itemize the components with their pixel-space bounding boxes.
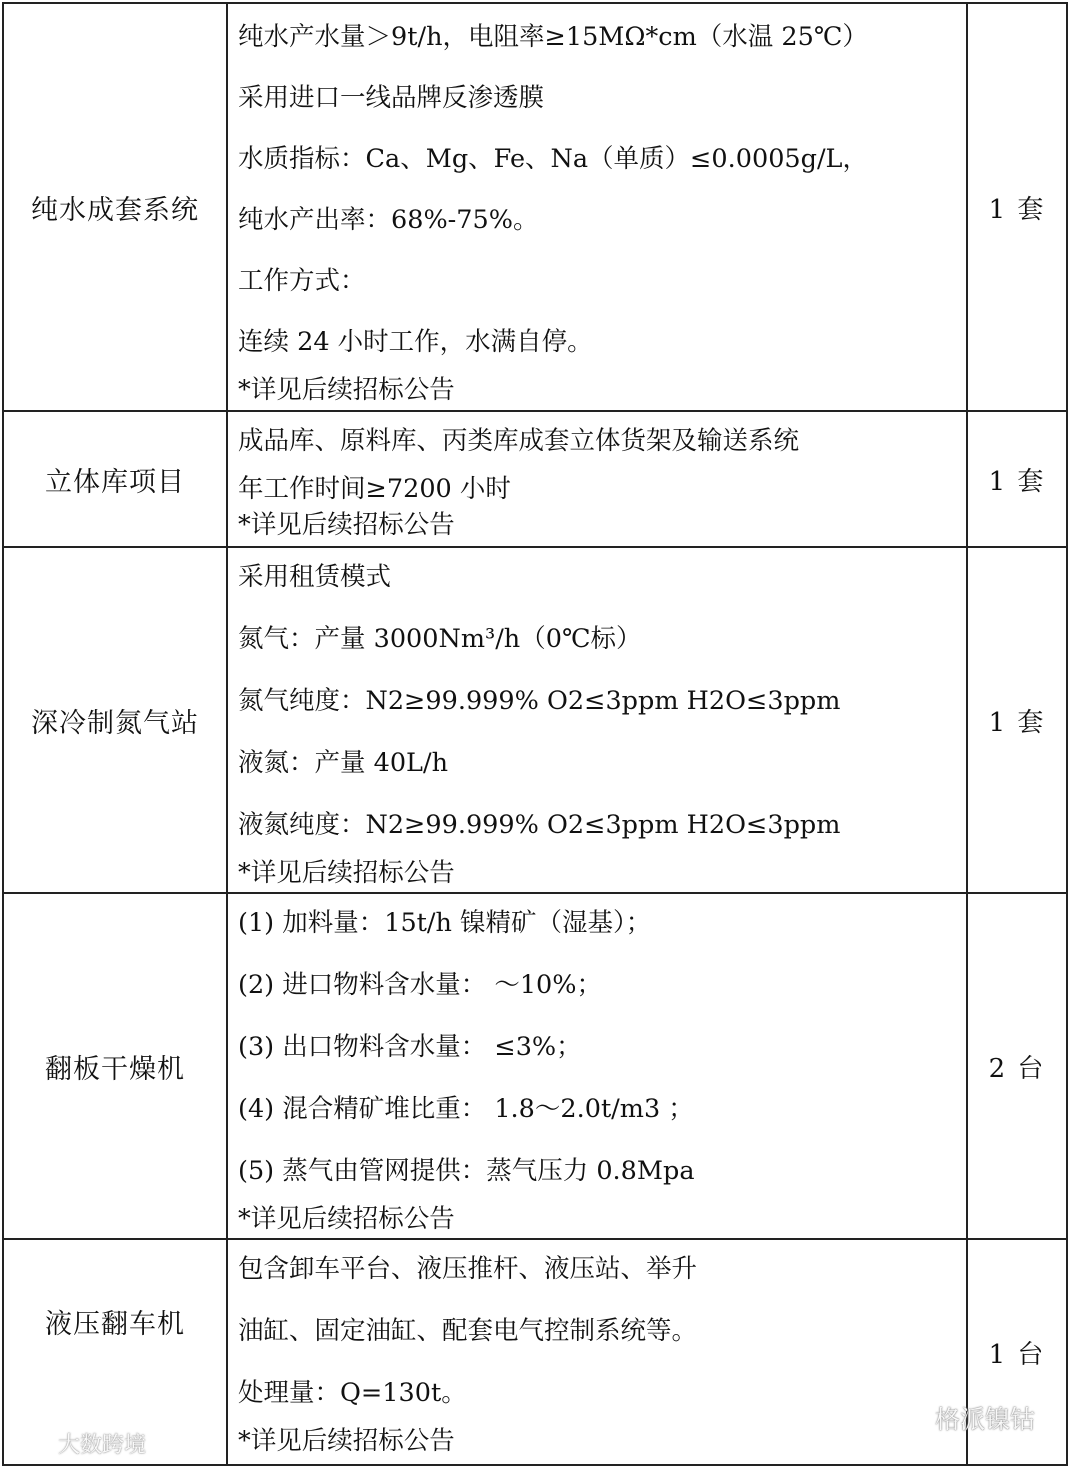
spec-line: 氮气：产量 3000Nm³/h（0℃标） bbox=[238, 624, 642, 654]
item-name: 立体库项目 bbox=[3, 411, 227, 547]
spec-line: 油缸、固定油缸、配套电气控制系统等。 bbox=[238, 1316, 698, 1346]
equipment-spec-table bbox=[2, 2, 1068, 1466]
spec-line: 年工作时间≥7200 小时 bbox=[238, 474, 511, 504]
item-name: 翻板干燥机 bbox=[3, 893, 227, 1239]
spec-note: *详见后续招标公告 bbox=[238, 1426, 455, 1456]
item-quantity: 1 套 bbox=[967, 3, 1067, 411]
spec-line: 处理量：Q=130t。 bbox=[238, 1378, 467, 1408]
spec-line: 纯水产水量＞9t/h，电阻率≥15MΩ*cm（水温 25℃） bbox=[238, 22, 868, 52]
table-row bbox=[3, 547, 1067, 893]
item-spec bbox=[227, 3, 967, 411]
watermark-right bbox=[895, 1400, 1035, 1436]
table-row bbox=[3, 3, 1067, 411]
spec-line: 工作方式： bbox=[238, 266, 366, 296]
spec-line: (1) 加料量：15t/h 镍精矿（湿基）； bbox=[238, 908, 652, 938]
item-quantity: 1 套 bbox=[967, 411, 1067, 547]
spec-line: 液氮：产量 40L/h bbox=[238, 748, 449, 778]
spec-line: (2) 进口物料含水量： ～10%； bbox=[238, 970, 603, 1000]
spec-line: 氮气纯度：N2≥99.999% O2≤3ppm H2O≤3ppm bbox=[238, 686, 841, 716]
spec-line: 水质指标：Ca、Mg、Fe、Na（单质）≤0.0005g/L， bbox=[238, 144, 868, 174]
spec-note: *详见后续招标公告 bbox=[238, 375, 455, 405]
watermark-right-text: 格派镍钴 bbox=[935, 1405, 1036, 1434]
spec-line: 采用租赁模式 bbox=[238, 562, 392, 592]
item-spec bbox=[227, 1239, 967, 1465]
item-spec bbox=[227, 893, 967, 1239]
item-quantity: 2 台 bbox=[967, 893, 1067, 1239]
watermark-left bbox=[8, 1428, 146, 1459]
watermark-left-text: 大数跨境 bbox=[58, 1433, 147, 1458]
spec-line: 采用进口一线品牌反渗透膜 bbox=[238, 83, 545, 113]
item-name: 液压翻车机 bbox=[3, 1239, 227, 1465]
wechat-icon bbox=[895, 1402, 929, 1434]
spec-note: *详见后续招标公告 bbox=[238, 858, 455, 888]
spec-line: 连续 24 小时工作，水满自停。 bbox=[238, 327, 593, 357]
item-spec bbox=[227, 411, 967, 547]
spec-line: 纯水产出率：68%-75%。 bbox=[238, 205, 539, 235]
table-row bbox=[3, 411, 1067, 547]
item-spec bbox=[227, 547, 967, 893]
brand-logo-icon bbox=[8, 1430, 52, 1458]
spec-line: (4) 混合精矿堆比重： 1.8～2.0t/m3 ； bbox=[238, 1094, 694, 1124]
spec-note: *详见后续招标公告 bbox=[238, 510, 455, 540]
item-name: 深冷制氮气站 bbox=[3, 547, 227, 893]
spec-line: 液氮纯度：N2≥99.999% O2≤3ppm H2O≤3ppm bbox=[238, 810, 841, 840]
spec-line: (3) 出口物料含水量： ≤3%； bbox=[238, 1032, 582, 1062]
item-name: 纯水成套系统 bbox=[3, 3, 227, 411]
spec-line: 包含卸车平台、液压推杆、液压站、举升 bbox=[238, 1254, 698, 1284]
spec-line: 成品库、原料库、丙类库成套立体货架及输送系统 bbox=[238, 426, 800, 456]
spec-line: (5) 蒸气由管网提供：蒸气压力 0.8Mpa bbox=[238, 1156, 695, 1186]
item-quantity: 1 台 bbox=[967, 1239, 1067, 1465]
item-quantity: 1 套 bbox=[967, 547, 1067, 893]
spec-note: *详见后续招标公告 bbox=[238, 1204, 455, 1234]
table-row bbox=[3, 893, 1067, 1239]
